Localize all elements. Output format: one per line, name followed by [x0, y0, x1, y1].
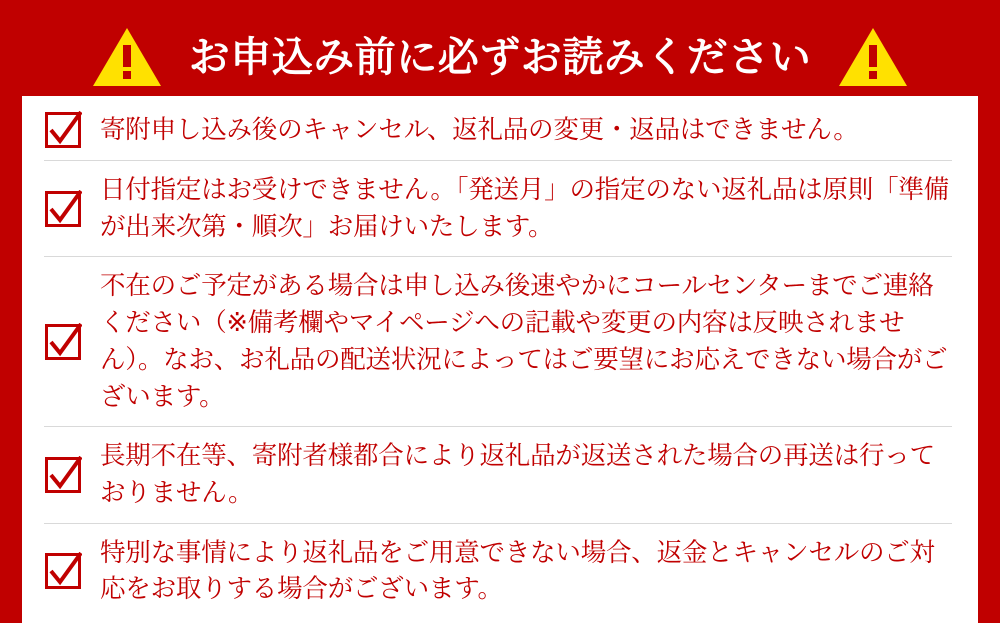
checkbox-checked-icon	[44, 323, 82, 361]
list-item-text: 特別な事情により返礼品をご用意できない場合、返金とキャンセルのご対応をお取りする場合がございます。	[100, 538, 935, 604]
list-item	[44, 524, 952, 619]
list-item	[44, 100, 952, 161]
list-item-text: 日付指定はお受けできません。「発送月」の指定のない返礼品は原則「準備が出来次第・順次」お届けいたします。	[100, 176, 949, 241]
list-item-text: 寄附申し込み後のキャンセル、返礼品の変更・返品はできません。	[100, 115, 859, 144]
list-item	[44, 427, 952, 523]
notice-list	[22, 96, 978, 623]
checkbox-checked-icon	[44, 190, 82, 228]
checkbox-checked-icon	[44, 552, 82, 590]
list-item	[44, 161, 952, 257]
list-item-text: 不在のご予定がある場合は申し込み後速やかにコールセンターまでご連絡ください（※備考欄やマイページへの記載や変更の内容は反映されません）。なお、お礼品の配送状況によってはご要望にお応えできない場合がございます。	[100, 272, 948, 411]
warning-triangle-icon	[837, 25, 909, 89]
page-title: お申込み前に必ずお読みください	[188, 33, 812, 80]
notice-header	[22, 18, 978, 96]
checkbox-checked-icon	[44, 456, 82, 494]
warning-triangle-icon	[91, 25, 163, 89]
checkbox-checked-icon	[44, 111, 82, 149]
list-item-text: 長期不在等、寄附者様都合により返礼品が返送された場合の再送は行っておりません。	[100, 442, 935, 508]
list-item	[44, 257, 952, 427]
